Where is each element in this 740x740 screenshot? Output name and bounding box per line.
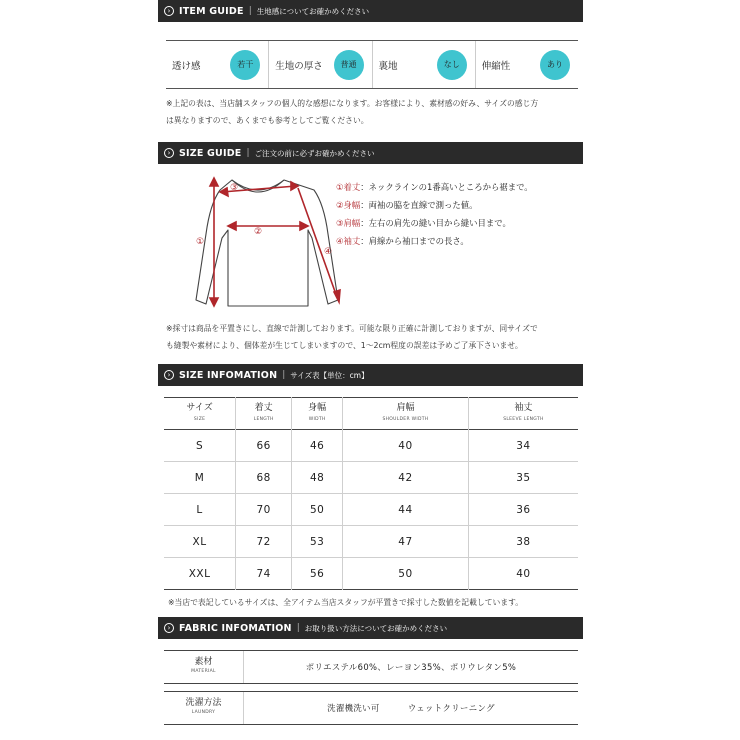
column-header: 袖丈 SLEEVE LENGTH <box>503 402 544 422</box>
column-header: 肩幅 SHOULDER WIDTH <box>343 398 469 430</box>
size-guide-section <box>158 142 583 350</box>
section-title: SIZE INFOMATION <box>179 369 278 381</box>
size-info-note: ※当店で表記しているサイズは、全アイテム当店スタッフが平置きで採寸した数値を記載しています。 <box>168 598 524 607</box>
item-guide-note: ※上記の表は、当店舗スタッフの個人的な感想になります。お客様により、素材感の好み、サイズの感じ方 は異なりますので、あくまでも参考としてご覧ください。 <box>166 99 539 125</box>
legend-item: ③肩幅：左右の肩先の縫い目から縫い目まで。 <box>336 218 511 228</box>
chevron-right-icon: › <box>164 6 174 16</box>
guide-cell-lining: 裏地 なし <box>373 41 476 88</box>
guide-cell-transparency: 透け感 若干 <box>166 41 269 88</box>
legend-item: ④袖丈：肩線から袖口までの長さ。 <box>336 236 469 246</box>
shirt-outline <box>196 180 338 306</box>
material-label: 素材 MATERIAL <box>164 651 244 683</box>
laundry-label: 洗濯方法 LAUNDRY <box>164 692 244 724</box>
value-badge: 普通 <box>334 50 364 80</box>
chevron-right-icon: › <box>164 370 174 380</box>
legend-item: ①着丈：ネックラインの1番高いところから裾まで。 <box>336 182 533 192</box>
table-row: M 68 48 42 35 <box>164 462 578 494</box>
table-row: XXL 74 56 50 40 <box>164 558 578 590</box>
guide-cell-stretch: 伸縮性 あり <box>476 41 578 88</box>
guide-cell-thickness: 生地の厚さ 普通 <box>269 41 372 88</box>
value-badge: 若干 <box>230 50 260 80</box>
section-subtitle: サイズ表【単位：cm】 <box>290 370 369 380</box>
size-table <box>164 397 578 590</box>
laundry-value: 洗濯機洗い可 ウェットクリーニング <box>327 703 495 713</box>
size-guide-note: ※採寸は商品を平置きにし、直線で計測しております。可能な限り正確に計測しておりますが、同サイズで も縫製や素材により、個体差が生じてしまいますので、1〜2cm程度の誤差は予めご了承下さいませ。 <box>166 324 538 350</box>
value-badge: なし <box>437 50 467 80</box>
item-guide-header: › ITEM GUIDE | 生地感についてお確かめください <box>158 0 583 22</box>
table-header-row <box>164 398 578 430</box>
size-guide-header: › SIZE GUIDE | ご注文の前に必ずお確かめください <box>158 142 583 164</box>
table-row: L 70 50 44 36 <box>164 494 578 526</box>
marker-4: ④ <box>324 247 333 257</box>
laundry-row <box>164 691 578 725</box>
marker-3: ③ <box>230 183 239 193</box>
arrow-head <box>210 298 218 306</box>
chevron-right-icon: › <box>164 148 174 158</box>
table-row: XL 72 53 47 38 <box>164 526 578 558</box>
value-badge: あり <box>540 50 570 80</box>
column-header: 着丈 LENGTH <box>236 398 292 430</box>
measure-legend <box>336 178 533 250</box>
section-title: FABRIC INFOMATION <box>179 622 292 634</box>
size-info-header: › SIZE INFOMATION | サイズ表【単位：cm】 <box>158 364 583 386</box>
material-row <box>164 650 578 684</box>
section-subtitle: お取り扱い方法についてお確かめください <box>304 623 448 633</box>
item-guide-row <box>166 40 578 89</box>
section-title: SIZE GUIDE <box>179 147 242 159</box>
column-header: サイズ SIZE <box>164 398 236 430</box>
marker-2: ② <box>254 227 263 237</box>
section-subtitle: 生地感についてお確かめください <box>256 6 370 16</box>
material-value: ポリエステル60%、レーヨン35%、ポリウレタン5% <box>305 662 517 672</box>
column-header: 身幅 WIDTH <box>292 398 343 430</box>
section-subtitle: ご注文の前に必ずお確かめください <box>254 148 375 158</box>
table-row: S 66 46 40 34 <box>164 430 578 462</box>
marker-1: ① <box>196 237 205 247</box>
shirt-diagram <box>174 174 344 314</box>
fabric-info-header: › FABRIC INFOMATION | お取り扱い方法についてお確かめください <box>158 617 583 639</box>
section-title: ITEM GUIDE <box>179 5 244 17</box>
arrow-head <box>210 178 218 186</box>
legend-item: ②身幅：両袖の脇を直線で測った値。 <box>336 200 478 210</box>
chevron-right-icon: › <box>164 623 174 633</box>
